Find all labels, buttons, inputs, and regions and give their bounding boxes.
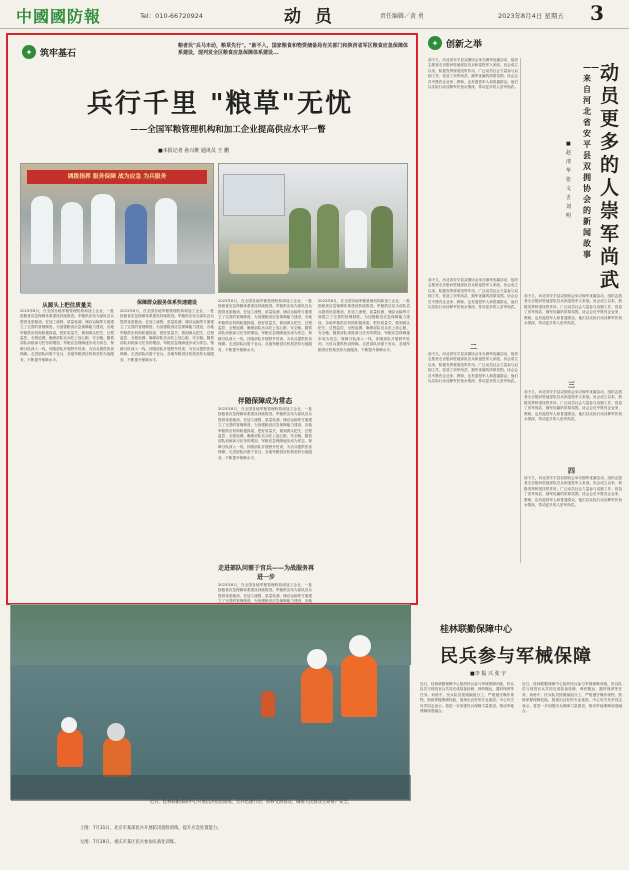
bottom-body-1: 近日，桂林联勤保障中心组织民兵参与军械保障训练，民兵队员与现役官兵共同完成装备检修、弹药搬运、器材保养等任务。训练中，民兵队员按照编组分工，严格遵守操作规程，熟练掌握保障技能，展现出良好的专业素质。中心有关负责同志表示，将进一步加强民兵保障力量建设，推动军地保障深度融合。: [420, 682, 514, 714]
right-headline: 动员更多的人崇军尚武: [600, 62, 620, 291]
right-body-1: 前不久，河北省安平县双拥协会举办拥军优属活动，组织志愿者走访慰问驻地部队官兵和退役军人家庭。协会成立以来，积极发挥桥梁纽带作用，广泛动员社会力量参与双拥工作，营造了崇军尚武、拥军优属的浓厚氛围。协会会员中既有企业家、教师，也有退役军人和普通群众，他们以实际行动诠释军民鱼水情深，带动更多的人崇军尚武。: [428, 58, 518, 90]
section-number-2: 二: [470, 342, 477, 351]
bottom-headline: 民兵参与军械保障: [440, 646, 592, 667]
inspection-photo: [218, 163, 408, 293]
section-number-4: 四: [568, 466, 575, 475]
body-column-3c: 2023年8月，在全国各地军粮管理机构和加工企业，一批批粮食应急保障体系建设持续推进。军粮供应站为部队官兵提供优质粮油，在加工流程、质量检测、储存运输等方面建立了完善的管理制度。为加强粮食应急保障能力建设，各地: [218, 583, 312, 604]
body-column-3: 2023年8月，在全国各地军粮管理机构和加工企业，一批批粮食应急保障体系建设持续推进。军粮供应站为部队官兵提供优质粮油，在加工流程、质量检测、储存运输等方面建立了完善的管理制度。为加强粮食应急保障能力建设，各地军粮供应机构积极探索，把好质量关，做到源头把关、过程监控、全程追溯，确保部队官兵吃上放心粮、安全粮。随着部队训练演习任务的增加，军粮应急保障逐步成为常态，保障分队深入一线，伴随部队开展野外驻训，为官兵提供热食保障。走进部队问需于官兵，各地军粮供应机构坚持为战服务，不断提升保障水平。: [218, 299, 312, 352]
editors: 责任编辑／黄 勇: [380, 13, 424, 20]
body-column-2: 2023年8月，在全国各地军粮管理机构和加工企业，一批批粮食应急保障体系建设持续推进。军粮供应站为部队官兵提供优质粮油，在加工流程、质量检测、储存运输等方面建立了完善的管理制度。为加强粮食应急保障能力建设，各地军粮供应机构积极探索，把好质量关，做到源头把关、过程监控、全程追溯，确保部队官兵吃上放心粮、安全粮。随着部队训练演习任务的增加，军粮应急保障逐步成为常态，保障分队深入一线，伴随部队开展野外驻训，为官兵提供热食保障。走进部队问需于官兵，各地军粮供应机构坚持为战服务，不断提升保障水平。: [120, 309, 214, 362]
leaf-icon: ✦: [22, 45, 36, 59]
newspaper-logo: 中國國防報: [16, 7, 102, 26]
subheadline: ——全国军粮管理机构和加工企业提高供应水平一瞥: [130, 125, 326, 135]
headline: 兵行千里 "粮草"无忧: [86, 89, 354, 119]
right-body-5: 前不久，河北省安平县双拥协会举办拥军优属活动，组织志愿者走访慰问驻地部队官兵和退役军人家庭。协会成立以来，积极发挥桥梁纽带作用，广泛动员社会力量参与双拥工作，营造了崇军尚武、拥军优属的浓厚氛围。协会会员中既有企业家、教师，也有退役军人和普通群众，他们以实际行动诠释军民鱼水情深，带动更多的人崇军尚武。: [524, 476, 622, 508]
bottom-column-title: 桂林联勤保障中心: [440, 625, 513, 635]
column-header: [22, 45, 76, 59]
section-number-3: 三: [568, 380, 575, 389]
right-column-header: [428, 36, 482, 50]
footnote-1: 上图：7月31日，北京市某部民兵开展防汛抢险训练，提升应急处置能力。: [80, 826, 222, 831]
flood-rescue-photo: [10, 604, 410, 800]
photo-banner: 调拨指挥 服务保障 战为应急 为兵服务: [27, 170, 207, 184]
bottom-body-2: 近日，桂林联勤保障中心组织民兵参与军械保障训练，民兵队员与现役官兵共同完成装备检修、弹药搬运、器材保养等任务。训练中，民兵队员按照编组分工，严格遵守操作规程，熟练掌握保障技能，展现出良好的专业素质。中心有关负责同志表示，将进一步加强民兵保障力量建设，推动军地保障深度融合。: [522, 682, 622, 714]
issue-date: 2023年8月4日 星期五: [498, 12, 564, 20]
byline: ■本报记者 孙兴维 通讯员 王 鹏: [158, 148, 230, 154]
body-column-4: 2023年8月，在全国各地军粮管理机构和加工企业，一批批粮食应急保障体系建设持续推进。军粮供应站为部队官兵提供优质粮油，在加工流程、质量检测、储存运输等方面建立了完善的管理制度。为加强粮食应急保障能力建设，各地军粮供应机构积极探索，把好质量关，做到源头把关、过程监控、全程追溯，确保部队官兵吃上放心粮、安全粮。随着部队训练演习任务的增加，军粮应急保障逐步成为常态，保障分队深入一线，伴随部队开展野外驻训，为官兵提供热食保障。走进部队问需于官兵，各地军粮供应机构坚持为战服务，不断提升保障水平。: [318, 299, 410, 352]
right-body-2: 前不久，河北省安平县双拥协会举办拥军优属活动，组织志愿者走访慰问驻地部队官兵和退役军人家庭。协会成立以来，积极发挥桥梁纽带作用，广泛动员社会力量参与双拥工作，营造了崇军尚武、拥军优属的浓厚氛围。协会会员中既有企业家、教师，也有退役军人和普通群众，他们以实际行动诠释军民鱼水情深，带动更多的人崇军尚武。: [428, 352, 518, 384]
body-column-3b: 2023年8月，在全国各地军粮管理机构和加工企业，一批批粮食应急保障体系建设持续推进。军粮供应站为部队官兵提供优质粮油，在加工流程、质量检测、储存运输等方面建立了完善的管理制度。为加强粮食应急保障能力建设，各地军粮供应机构积极探索，把好质量关，做到源头把关、过程监控、全程追溯，确保部队官兵吃上放心粮、安全粮。随着部队训练演习任务的增加，军粮应急保障逐步成为常态，保障分队深入一线，伴随部队开展野外驻训，为官兵提供热食保障。走进部队问需于官兵，各地军粮供应机构坚持为战服务，不断提升保障水平。: [218, 407, 312, 460]
section-title: 动 员: [284, 7, 336, 27]
bottom-byline: ■李 振 兴 张 宇: [470, 671, 507, 677]
article-intro: 粮者民"兵马未动，粮草先行"。"新不入，国家粮食和物资储备局有关部门和陕西省军区粮食应急保障体系建设，现列发全区粮食应急保障体系建设...: [178, 43, 408, 56]
subhead-3: 伴随保障成为常态: [237, 397, 293, 405]
subhead-1: 从源头上把住质量关: [42, 303, 92, 309]
subhead-4: 走进部队问需于官兵——为战服务再进一步: [217, 565, 314, 581]
kitchen-photo: [20, 163, 214, 293]
right-column-title: 创新之举: [446, 39, 483, 50]
flood-photo-caption: 近日，桂林联勤保障中心开展抗洪抢险演练，官兵迅速行动，转移受困群众，确保人民群众生命财产安全。: [150, 800, 352, 805]
column-divider: [520, 58, 521, 563]
right-body-1b: 前不久，河北省安平县双拥协会举办拥军优属活动，组织志愿者走访慰问驻地部队官兵和退役军人家庭。协会成立以来，积极发挥桥梁纽带作用，广泛动员社会力量参与双拥工作，营造了崇军尚武、拥军优属的浓厚氛围。协会会员中既有企业家、教师，也有退役军人和普通群众，他们以实际行动诠释军民鱼水情深，带动更多的人崇军尚武。: [428, 278, 518, 310]
body-column-1: 2023年8月，在全国各地军粮管理机构和加工企业，一批批粮食应急保障体系建设持续推进。军粮供应站为部队官兵提供优质粮油，在加工流程、质量检测、储存运输等方面建立了完善的管理制度。为加强粮食应急保障能力建设，各地军粮供应机构积极探索，把好质量关，做到源头把关、过程监控、全程追溯，确保部队官兵吃上放心粮、安全粮。随着部队训练演习任务的增加，军粮应急保障逐步成为常态，保障分队深入一线，伴随部队开展野外驻训，为官兵提供热食保障。走进部队问需于官兵，各地军粮供应机构坚持为战服务，不断提升保障水平。: [20, 309, 114, 362]
right-subhead: ——来自河北省安平县双拥协会的新闻故事: [583, 62, 599, 259]
page-number: 3: [590, 1, 604, 25]
footnote-2: 左图：7月28日，重庆市某区民兵参加实战化训练。: [80, 840, 179, 845]
featured-article[interactable]: [6, 33, 418, 605]
right-body-4: 前不久，河北省安平县双拥协会举办拥军优属活动，组织志愿者走访慰问驻地部队官兵和退役军人家庭。协会成立以来，积极发挥桥梁纽带作用，广泛动员社会力量参与双拥工作，营造了崇军尚武、拥军优属的浓厚氛围。协会会员中既有企业家、教师，也有退役军人和普通群众，他们以实际行动诠释军民鱼水情深，带动更多的人崇军尚武。: [524, 390, 622, 422]
leaf-icon: ✦: [428, 36, 442, 50]
right-byline: ■赵 清 华 张 文 舌 刘 明: [566, 141, 572, 219]
right-body-3: 前不久，河北省安平县双拥协会举办拥军优属活动，组织志愿者走访慰问驻地部队官兵和退役军人家庭。协会成立以来，积极发挥桥梁纽带作用，广泛动员社会力量参与双拥工作，营造了崇军尚武、拥军优属的浓厚氛围。协会会员中既有企业家、教师，也有退役军人和普通群众，他们以实际行动诠释军民鱼水情深，带动更多的人崇军尚武。: [524, 294, 622, 326]
subhead-2: 保障群众服务体系快速建设: [136, 300, 197, 306]
telephone: Tel：010-66720924: [140, 12, 204, 20]
column-title: 筑牢基石: [40, 48, 77, 59]
